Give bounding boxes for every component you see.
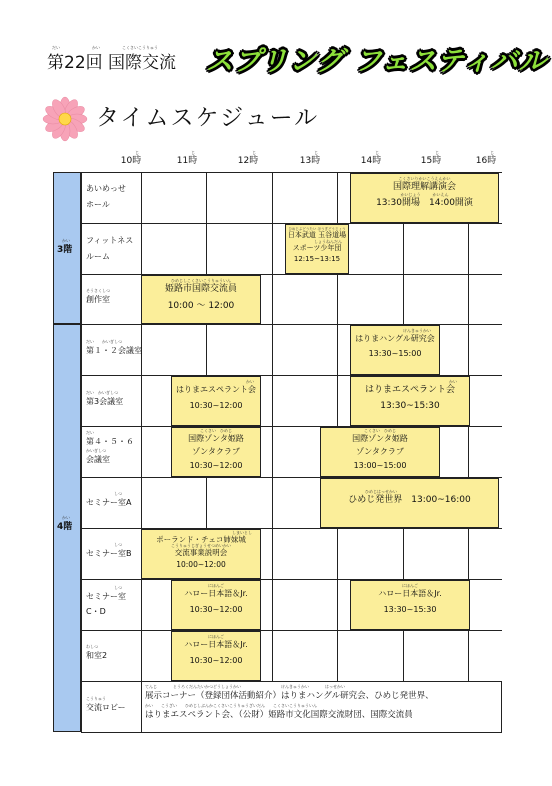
grid-cell — [240, 224, 273, 275]
event-ruby: ひめじしこくさいこうりゅういん — [171, 278, 231, 283]
grid-cell — [272, 275, 305, 325]
hour-label: 16時 — [475, 156, 497, 166]
event-title: 姫路市国際交流員 — [164, 284, 237, 294]
room-kaigi3-ruby: だい かいぎしつ — [86, 390, 118, 395]
grid-cell — [174, 478, 207, 529]
grid-cell — [240, 478, 273, 529]
grid-cell — [207, 478, 240, 529]
grid-cell — [142, 376, 175, 427]
grid-cell — [436, 224, 469, 275]
grid-cell — [469, 580, 502, 631]
grid-cell — [436, 325, 469, 376]
hour-label: 13時 — [299, 156, 321, 166]
room-seminarB-label: セミナー室B — [86, 549, 132, 558]
lobby-line-1: 展示コーナー（登録団体活動紹介）はりまハングル研究会、ひめじ発世界、 — [145, 691, 434, 701]
event-ruby: かい — [449, 379, 457, 384]
event-title: 日本武道 玉谷道場 — [287, 231, 347, 239]
grid-cell — [272, 325, 305, 376]
grid-cell — [272, 529, 305, 580]
title-ruby-kokusai: こくさいこうりゅう — [122, 45, 158, 50]
room-washitsu-ruby: わしつ — [86, 644, 98, 649]
floor-4-label: 4階 — [57, 522, 73, 532]
event-subtitle: ゾンタクラブ — [192, 447, 240, 456]
event-title: はりまハングル研究会 — [355, 334, 435, 343]
grid-cell — [82, 580, 142, 631]
event-title: 国際理解講演会 — [392, 182, 456, 192]
event-ruby-2: こうりゅうじぎょうせつめいかい — [171, 543, 231, 548]
event-title: ひめじ発世界 13:00~16:00 — [348, 495, 471, 505]
event-ruby: こくさい ひめじ — [364, 428, 396, 433]
room-aimesse-line1: あいめっせ — [86, 184, 126, 193]
event-hangul — [350, 325, 440, 375]
room-kaigi456-ruby2: かいぎしつ — [86, 448, 106, 453]
grid-cell — [436, 275, 469, 325]
grid-cell — [371, 275, 404, 325]
room-seminarA-ruby: しつ — [114, 491, 122, 496]
event-ruby: しまいとし — [232, 530, 252, 535]
grid-cell — [371, 529, 404, 580]
grid-cell — [272, 631, 305, 682]
lobby-line-2: はりまエスペラント会、（公財）姫路市文化国際交流財団、国際交流員 — [145, 710, 413, 720]
event-title: はりまエスペラント会 — [364, 385, 455, 395]
event-time: 10:30~12:00 — [189, 461, 243, 470]
room-kaigi456-line2: 会議室 — [86, 455, 110, 464]
grid-cell — [436, 529, 469, 580]
hour-label: 12時 — [237, 156, 259, 166]
title-prefix: 第22回 国際交流 — [47, 53, 177, 73]
event-ruby: ひめじはっせかい — [365, 489, 397, 494]
hour-ruby: じ — [135, 150, 139, 155]
event-title: 国際ゾンタ姫路 — [352, 434, 408, 443]
grid-cell — [338, 275, 371, 325]
event-ruby-2: かいじょう かいえん — [400, 192, 449, 197]
grid-cell — [207, 325, 240, 376]
grid-cell — [305, 631, 338, 682]
event-time: 10:00 ～ 12:00 — [167, 301, 235, 311]
room-seminarA-label: セミナー室A — [86, 498, 132, 507]
room-sousaku-ruby: そうさくしつ — [86, 288, 110, 293]
grid-cell — [142, 325, 175, 376]
grid-cell — [272, 427, 305, 478]
grid-cell — [338, 529, 371, 580]
event-time: 10:30~12:00 — [189, 605, 243, 614]
event-title: はりまエスペラント会 — [176, 385, 256, 394]
grid-cell — [469, 529, 502, 580]
event-time: 13:30開場 14:00開演 — [376, 198, 473, 208]
grid-cell — [82, 173, 142, 224]
room-seminarCD-line2: C・D — [86, 607, 106, 616]
event-budo — [285, 224, 349, 274]
event-title: ハロー日本語＆Jr. — [378, 589, 442, 598]
event-hello-nihongo-washitsu — [171, 631, 261, 681]
room-seminarCD-line1: セミナー室 — [86, 592, 126, 601]
event-subtitle: ゾンタクラブ — [356, 447, 404, 456]
grid-cell — [305, 529, 338, 580]
event-title: ポーランド・チェコ姉妹城 — [156, 535, 246, 544]
room-lobby-ruby: こうりゅう — [86, 696, 106, 701]
floor-3-ruby: かい — [62, 238, 70, 243]
event-kouryuuin-sousaku — [141, 275, 261, 324]
room-sousaku-label: 創作室 — [86, 295, 110, 304]
grid-cell — [207, 173, 240, 224]
event-ruby-2: しょうねんだん — [314, 239, 342, 244]
hour-ruby: じ — [252, 150, 256, 155]
lobby-ruby-2: かい こうざい ひめじしぶんかこくさいこうりゅうざいだん こくさいこうりゅういん — [145, 703, 317, 708]
grid-cell — [436, 631, 469, 682]
grid-cell — [403, 224, 436, 275]
room-kaigi12-label: 第１・２会議室 — [86, 346, 142, 355]
grid-row — [82, 631, 502, 682]
grid-cell — [469, 325, 502, 376]
hour-label: 11時 — [176, 156, 198, 166]
event-ruby: にほんご — [208, 583, 224, 588]
event-himeji-hassekai — [320, 478, 499, 528]
hour-label: 15時 — [420, 156, 442, 166]
grid-cell — [142, 224, 175, 275]
grid-cell — [240, 173, 273, 224]
event-time: 13:30~15:00 — [368, 349, 422, 358]
room-lobby-label: 交流ロビー — [86, 703, 126, 712]
event-time: 10:00~12:00 — [176, 560, 226, 569]
event-time: 10:30~12:00 — [189, 656, 243, 665]
lobby-ruby-1: てんじ とうろくだんたいかつどうしょうかい けんきゅうかい はっせかい — [145, 684, 345, 689]
grid-cell — [305, 275, 338, 325]
event-hello-nihongo-cd-pm — [350, 580, 470, 630]
grid-cell — [142, 173, 175, 224]
floor-4-ruby: かい — [62, 515, 70, 520]
event-ruby: にほんご — [208, 634, 224, 639]
page-subtitle: タイムスケジュール — [96, 105, 320, 131]
room-seminarB-ruby: しつ — [114, 542, 122, 547]
event-zonta-pm — [320, 427, 440, 477]
grid-cell — [174, 325, 207, 376]
grid-cell — [142, 478, 175, 529]
room-kaigi12-ruby: だい かいぎしつ — [86, 339, 122, 344]
event-ruby: こくさいりかいこうえんかい — [398, 176, 451, 181]
room-fitness-line2: ルーム — [86, 252, 110, 261]
event-hello-nihongo-cd-am — [171, 580, 261, 630]
grid-cell — [272, 173, 305, 224]
hour-ruby: じ — [435, 150, 439, 155]
event-title: ハロー日本語＆Jr. — [184, 589, 248, 598]
event-title: 国際ゾンタ姫路 — [188, 434, 244, 443]
grid-cell — [240, 325, 273, 376]
flower-icon — [42, 96, 88, 142]
grid-cell — [174, 224, 207, 275]
festival-name: スプリング フェスティバル — [206, 46, 547, 77]
event-ruby: ひめじぶどうたい ほうぎどうじょう — [288, 227, 346, 231]
hour-ruby: じ — [490, 150, 494, 155]
hour-label: 10時 — [120, 156, 142, 166]
grid-cell — [207, 224, 240, 275]
event-ruby: かい — [246, 379, 254, 384]
event-esperanto-pm — [350, 376, 470, 426]
room-kaigi3-label: 第3会議室 — [86, 397, 124, 406]
grid-cell — [272, 376, 305, 427]
grid-cell — [305, 173, 338, 224]
event-ruby: けんきゅうかい — [403, 328, 431, 333]
room-fitness-line1: フィットネス — [86, 236, 134, 245]
grid-cell — [371, 224, 404, 275]
hour-ruby: じ — [314, 150, 318, 155]
grid-cell — [305, 580, 338, 631]
grid-cell — [403, 631, 436, 682]
event-subtitle: スポーツ少年団 — [292, 244, 342, 252]
grid-cell — [469, 275, 502, 325]
event-poland-czech — [141, 529, 261, 579]
event-time: 13:00~15:00 — [353, 461, 407, 470]
grid-cell — [469, 224, 502, 275]
grid-cell — [174, 173, 207, 224]
floor-3-label: 3階 — [57, 245, 73, 255]
hour-label: 14時 — [360, 156, 382, 166]
grid-cell — [82, 224, 142, 275]
event-ruby: にほんご — [402, 583, 418, 588]
event-time: 13:30~15:30 — [380, 401, 440, 411]
grid-cell — [272, 580, 305, 631]
event-title: ハロー日本語＆Jr. — [184, 640, 248, 649]
grid-cell — [469, 376, 502, 427]
grid-cell — [436, 427, 469, 478]
room-washitsu-label: 和室2 — [86, 651, 108, 660]
grid-cell — [142, 631, 175, 682]
room-aimesse-line2: ホール — [86, 200, 110, 209]
event-ruby: こくさい ひめじ — [200, 428, 232, 433]
grid-cell — [371, 631, 404, 682]
grid-cell — [403, 275, 436, 325]
title-ruby-dai: だい — [52, 45, 60, 50]
grid-cell — [469, 631, 502, 682]
room-kaigi456-line1: 第４・５・６ — [86, 437, 134, 446]
event-time: 12:15~13:15 — [293, 255, 341, 263]
event-time: 13:30~15:30 — [383, 605, 437, 614]
event-time: 10:30~12:00 — [189, 401, 243, 410]
event-kokusai-rikai — [350, 173, 499, 223]
title-ruby-kai: かい — [92, 45, 100, 50]
grid-cell — [469, 427, 502, 478]
event-zonta-am — [171, 427, 261, 477]
grid-cell — [272, 478, 305, 529]
hour-ruby: じ — [191, 150, 195, 155]
room-seminarCD-ruby: しつ — [114, 585, 122, 590]
grid-cell — [338, 631, 371, 682]
room-kaigi456-ruby: だい — [86, 430, 94, 435]
event-subtitle: 交流事業説明会 — [174, 548, 228, 557]
event-esperanto-am — [171, 376, 261, 426]
grid-cell — [305, 376, 338, 427]
grid-cell — [305, 325, 338, 376]
hour-ruby: じ — [375, 150, 379, 155]
grid-cell — [142, 580, 175, 631]
grid-cell — [403, 529, 436, 580]
grid-cell — [142, 427, 175, 478]
